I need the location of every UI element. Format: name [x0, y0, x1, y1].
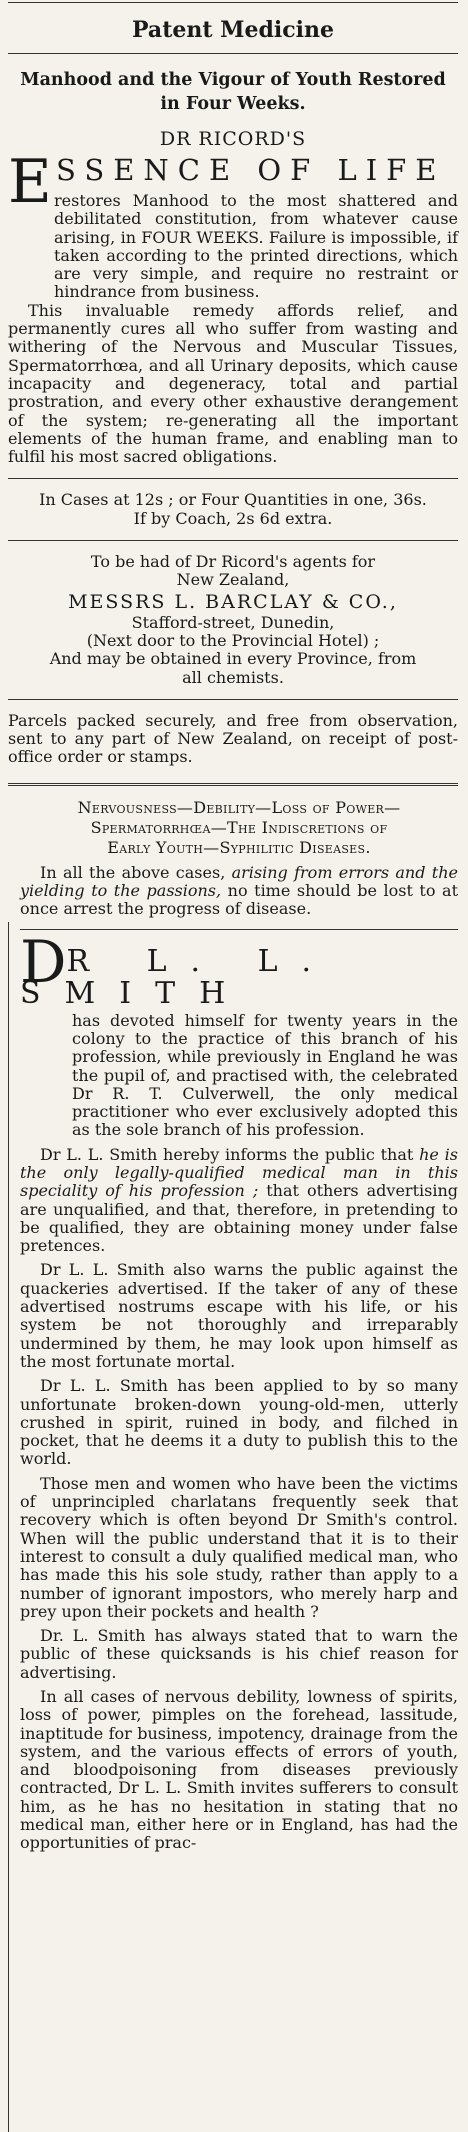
smith-paragraph-3: Dr L. L. Smith also warns the public against the quackeries advertised. If the taker of any of these advertised nostrums escape with his life, or his system be not thoroughly and irreparably undermined by them, he may look upon himself as the most fortunate mortal.	[20, 1260, 458, 1371]
ricord-advertisement	[8, 68, 458, 767]
smith-paragraph-4: Dr L. L. Smith has been applied to by so many unfortunate broken-down young-old-men, utterly crushed in spirit, ruined in body, and filched in pocket, that he deems it a duty to publish this to the world.	[20, 1376, 458, 1469]
smith-paragraph-6: Dr. L. Smith has always stated that to warn the public of these quicksands is his chief reason for advertising.	[20, 1626, 458, 1682]
ricord-price-2: If by Coach, 2s 6d extra.	[133, 508, 333, 528]
ricord-agents-line-1: To be had of Dr Ricord's agents for	[90, 552, 376, 572]
divider	[8, 699, 458, 700]
smith-p2-text-end: that others advertising are unqualified, and that, therefore, in pretending to be qualified, they are obtaining money under false pretences.	[20, 1181, 459, 1256]
ricord-agent-address-3: And may be obtained in every Province, from	[49, 649, 417, 669]
divider	[20, 929, 458, 930]
ricord-paragraph-1: restores Manhood to the most shattered and debilitated constitution, from whatever cause arising, in FOUR WEEKS. Failure is impossible, if taken according to the printed directions, which are very simple, and require no restraint or hindrance from business.	[54, 191, 458, 302]
ricord-agent-address-1: Stafford-street, Dunedin,	[131, 612, 335, 632]
smith-intro-text-end: no time should be lost to at once arrest the progress of disease.	[20, 881, 458, 919]
smith-heading-line-3: Early Youth—Syphilitic Diseases.	[107, 837, 371, 857]
smith-paragraph-7: In all cases of nervous debility, lowness of spirits, loss of power, pimples on the forehead, lassitude, inaptitude for business, impotency, drainage from the system, and the various effects of errors of youth, and bloodpoisoning from diseases previously contracted, Dr L. L. Smith invites sufferers to consult him, as he has no hesitation in stating that no medical man, either here or in England, has had the opportunities of prac-	[20, 1687, 458, 1853]
smith-p2-italic: he is the only legally-qualified medical man in this speciality of his profession ;	[20, 1144, 459, 1201]
ricord-paragraph-2: This invaluable remedy affords relief, and permanently cures all who suffer from wasting and withering of the Nervous and Muscular Tissues, Spermatorrhœa, and all Urinary deposits, which cause incapacity and degeneracy, total and partial prostration, and every other exhaustive derangement of the system; re-generating all the important elements of the human frame, and enabling man to fulfil his most sacred obligations.	[8, 300, 458, 467]
ricord-name: DR RICORD'S	[159, 128, 307, 150]
divider	[8, 540, 458, 541]
smith-advertisement	[8, 798, 458, 1853]
ricord-title	[8, 147, 458, 217]
ricord-agent-name: MESSRS L. BARCLAY & CO.,	[68, 590, 398, 613]
ricord-agent-address-4: all chemists.	[182, 667, 284, 687]
ricord-headline: Manhood and the Vigour of Youth Restored in Four Weeks.	[20, 70, 446, 114]
smith-intro-text: In all the above cases,	[40, 862, 232, 882]
smith-name-rest: R L. L. SMITH	[20, 943, 336, 1011]
column-rule-left	[8, 922, 9, 2132]
ricord-agent-address-2: (Next door to the Provincial Hotel) ;	[86, 630, 380, 650]
ricord-title-rest: SSENCE OF LIFE	[56, 153, 446, 187]
divider	[8, 478, 458, 479]
section-divider	[8, 783, 458, 786]
smith-paragraph-1: has devoted himself for twenty years in the colony to the practice of this branch of his profession, while previously in England he was the pupil of, and practised with, the celebrated Dr R. T. Culverwell, the only medical practitioner who ever exclusively adopted this as the sole branch of his profession.	[72, 1010, 458, 1140]
smith-drop-cap: D	[20, 927, 67, 996]
smith-paragraph-2	[20, 1146, 458, 1256]
smith-intro-italic: arising from errors and the yielding to the passions,	[20, 862, 458, 901]
smith-heading-line-2: Spermatorrhœa—The Indiscretions of	[90, 817, 388, 837]
ricord-drop-cap: E	[8, 147, 52, 217]
newspaper-page	[0, 2, 468, 2126]
smith-paragraph-5: Those men and women who have been the victims of unprincipled charlatans frequently seek that recovery which is often beyond Dr Smith's control. When will the public understand that it is to their interest to consult a duly qualified medical man, who has made this his sole study, rather than apply to a number of ignorant impostors, who merely harp and prey upon their pockets and health ?	[20, 1473, 458, 1621]
smith-p2-text: Dr L. L. Smith hereby informs the public that	[40, 1144, 420, 1164]
smith-name	[20, 927, 458, 1011]
smith-intro	[20, 864, 458, 919]
ricord-agents-line-2: New Zealand,	[176, 570, 290, 590]
page-title: Patent Medicine	[8, 3, 458, 54]
ricord-parcels: Parcels packed securely, and free from observation, sent to any part of New Zealand, on receipt of post-office order or stamps.	[8, 710, 458, 767]
ricord-price-1: In Cases at 12s ; or Four Quantities in one, 36s.	[39, 490, 427, 510]
smith-heading-line-1: Nervousness—Debility—Loss of Power—	[77, 797, 401, 817]
